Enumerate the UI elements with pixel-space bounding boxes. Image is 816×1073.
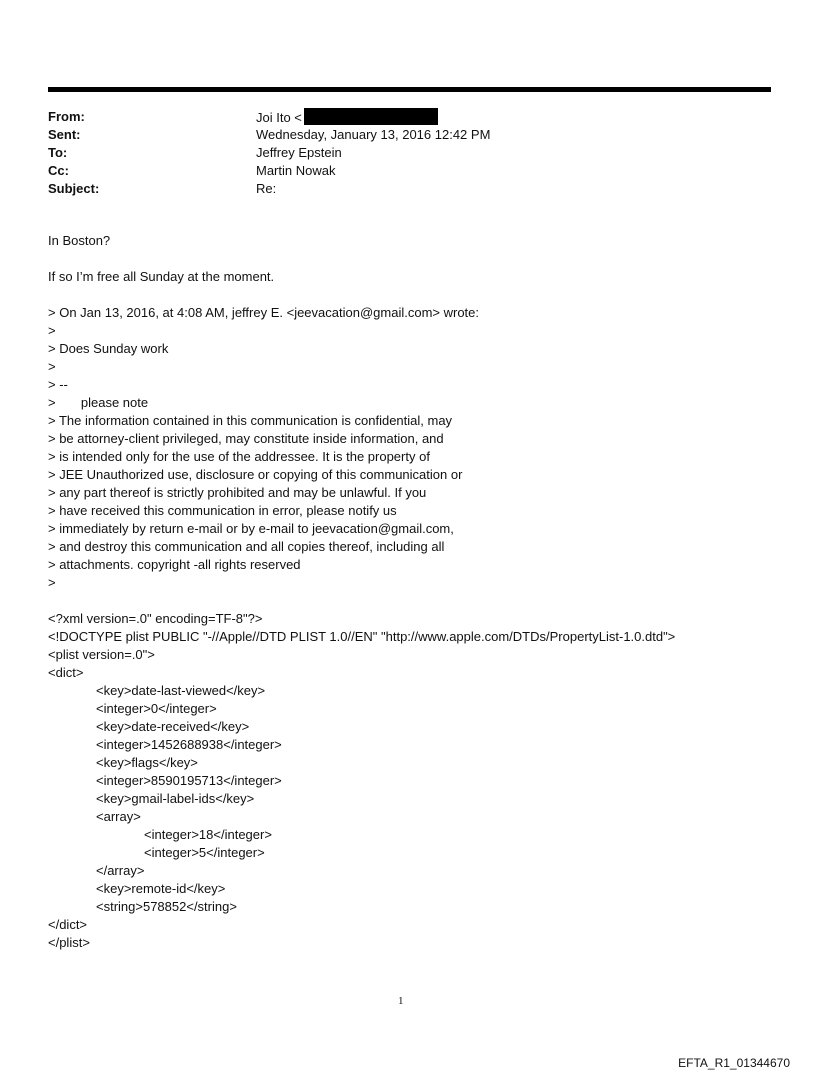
header-rule — [48, 87, 771, 92]
cc-value: Martin Nowak — [256, 163, 336, 178]
email-body — [48, 232, 748, 952]
plist-line: </array> — [96, 863, 145, 878]
sent-row — [48, 126, 748, 144]
plist-line: <integer>0</integer> — [96, 701, 217, 716]
quoted-line: > — [48, 359, 56, 374]
sent-value: Wednesday, January 13, 2016 12:42 PM — [256, 127, 491, 142]
plist-line: <array> — [96, 809, 141, 824]
plist-line: <!DOCTYPE plist PUBLIC "-//Apple//DTD PLIST 1.0//EN" "http://www.apple.com/DTDs/PropertyList-1.0.dtd"> — [48, 629, 676, 644]
plist-line: <dict> — [48, 665, 84, 680]
bates-number: EFTA_R1_01344670 — [678, 1056, 790, 1070]
plist-line: <key>gmail-label-ids</key> — [96, 791, 255, 806]
plist-line: <integer>8590195713</integer> — [96, 773, 282, 788]
plist-line: <?xml version=.0" encoding=TF-8"?> — [48, 611, 263, 626]
page-number: 1 — [398, 995, 404, 1007]
subject-value: Re: — [256, 181, 277, 196]
sent-label: Sent: — [48, 127, 81, 142]
to-row — [48, 144, 748, 162]
quoted-line: > any part thereof is strictly prohibited and may be unlawful. If you — [48, 485, 427, 500]
quoted-line: > and destroy this communication and all copies thereof, including all — [48, 539, 445, 554]
quoted-line: > — [48, 323, 56, 338]
blank-line — [48, 250, 748, 268]
from-label: From: — [48, 109, 85, 124]
quoted-line: > On Jan 13, 2016, at 4:08 AM, jeffrey E. <jeevacation@gmail.com> wrote: — [48, 305, 479, 320]
to-label: To: — [48, 145, 68, 160]
subject-label: Subject: — [48, 181, 100, 196]
quoted-line: > is intended only for the use of the addressee. It is the property of — [48, 449, 430, 464]
plist-line: <key>remote-id</key> — [96, 881, 226, 896]
quoted-line: > please note — [48, 395, 149, 410]
plist-line: <string>578852</string> — [96, 899, 237, 914]
quoted-line: > attachments. copyright -all rights reserved — [48, 557, 301, 572]
quoted-line: > — [48, 575, 56, 590]
email-header — [48, 108, 748, 198]
quoted-line: > The information contained in this communication is confidential, may — [48, 413, 453, 428]
quoted-line: > immediately by return e-mail or by e-mail to jeevacation@gmail.com, — [48, 521, 454, 536]
redaction-box — [304, 108, 438, 125]
plist-line: <plist version=.0"> — [48, 647, 155, 662]
plist-line: <integer>5</integer> — [144, 845, 265, 860]
body-line: In Boston? — [48, 233, 111, 248]
quoted-line: > have received this communication in error, please notify us — [48, 503, 397, 518]
to-value: Jeffrey Epstein — [256, 145, 342, 160]
plist-line: <key>flags</key> — [96, 755, 198, 770]
quoted-line: > -- — [48, 377, 68, 392]
blank-line — [48, 286, 748, 304]
quoted-line: > JEE Unauthorized use, disclosure or copying of this communication or — [48, 467, 463, 482]
cc-row — [48, 162, 748, 180]
from-value — [256, 108, 438, 126]
cc-label: Cc: — [48, 163, 69, 178]
plist-line: </dict> — [48, 917, 88, 932]
quoted-line: > be attorney-client privileged, may constitute inside information, and — [48, 431, 444, 446]
plist-line: <key>date-received</key> — [96, 719, 250, 734]
plist-line: </plist> — [48, 935, 90, 950]
blank-line — [48, 592, 748, 610]
plist-line: <key>date-last-viewed</key> — [96, 683, 266, 698]
body-line: If so I’m free all Sunday at the moment. — [48, 269, 275, 284]
plist-line: <integer>18</integer> — [144, 827, 272, 842]
plist-line: <integer>1452688938</integer> — [96, 737, 282, 752]
quoted-line: > Does Sunday work — [48, 341, 169, 356]
from-sender: Joi Ito < — [256, 110, 302, 125]
subject-row — [48, 180, 748, 198]
from-row — [48, 108, 748, 126]
